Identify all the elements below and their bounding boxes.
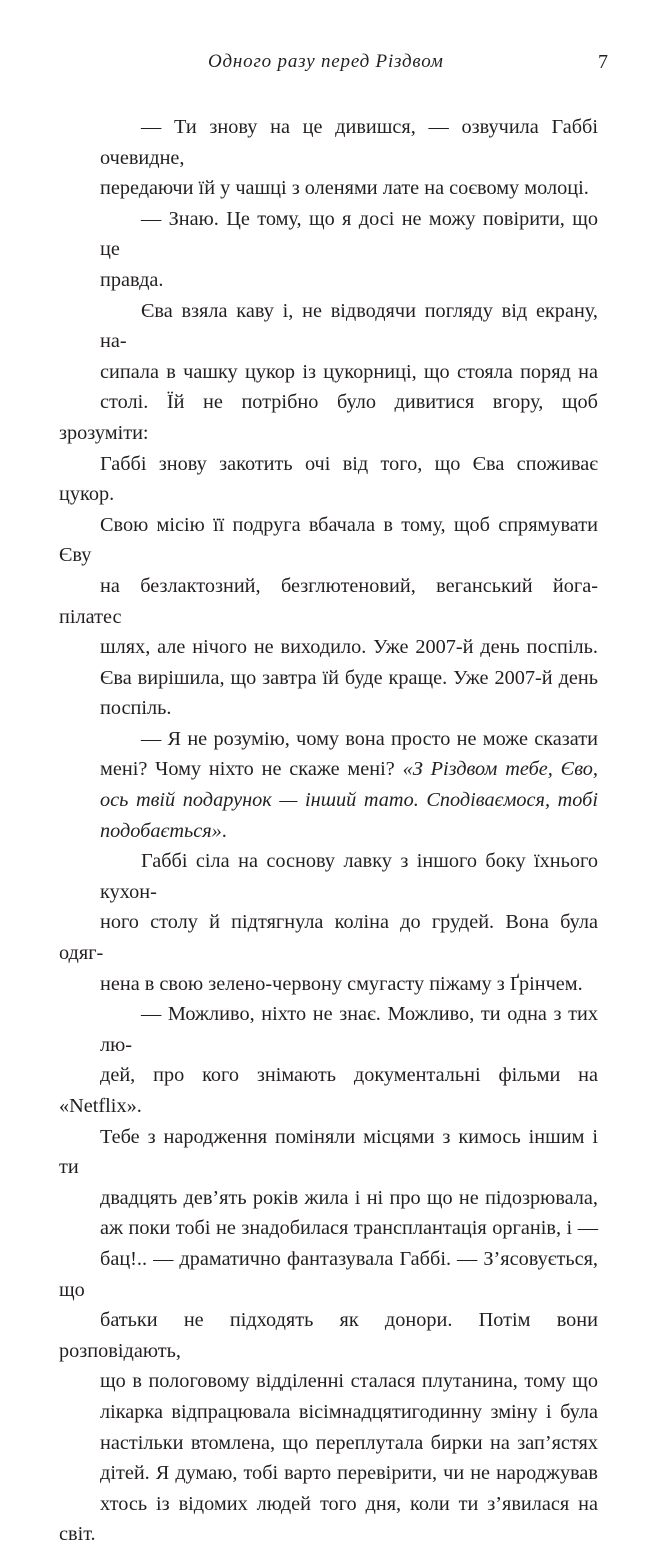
italic-quote: подобається»: [100, 819, 222, 842]
text-line: на безлактозний, безглютеновий, веганський йога-пілатес: [59, 574, 598, 628]
text-line: — Я не розумію, чому вона просто не може сказати: [141, 727, 598, 750]
text-segment: мені? Чому ніхто не скаже мені?: [100, 758, 395, 781]
text-line: Тебе з народження поміняли місцями з кимось іншим і ти: [59, 1125, 598, 1179]
italic-quote: «З Різдвом тебе, Єво,: [402, 758, 598, 781]
text-line: двадцять дев’ять років жила і ні про що не підозрювала,: [100, 1186, 598, 1209]
text-line: лікарка відпрацювала вісімнадцятигодинну зміну і була: [100, 1400, 598, 1423]
body-text: [59, 112, 598, 1550]
text-line: що в пологовому відділенні сталася плутанина, тому що: [100, 1370, 598, 1393]
text-line: Єва вирішила, що завтра їй буде краще. Уже 2007-й день: [100, 666, 598, 689]
text-line: — Можливо, ніхто не знає. Можливо, ти одна з тих лю-: [100, 1003, 598, 1056]
text-line: батьки не підходять як донори. Потім вони розповідають,: [59, 1309, 598, 1362]
text-line: Габбі сіла на соснову лавку з іншого боку їхнього кухон-: [100, 850, 598, 903]
paragraph-4: [59, 724, 598, 846]
text-line: хтось із відомих людей того дня, коли ти з’явилася на світ.: [59, 1492, 598, 1546]
text-line: — Знаю. Це тому, що я досі не можу повірити, що це: [100, 207, 598, 261]
text-line: правда.: [100, 268, 164, 291]
text-line-italic: ось твій подарунок — інший тато. Сподіваємося, тобі: [100, 789, 598, 812]
paragraph-6: [59, 999, 598, 1550]
paragraph-2: [59, 204, 598, 296]
text-line: передаючи їй у чашці з оленями лате на соєвому молоці.: [100, 177, 589, 200]
text-line: бац!.. — драматично фантазувала Габбі. — З’ясовується, що: [59, 1247, 598, 1301]
text-line: дей, про кого знімають документальні фільми на «Netflix».: [59, 1064, 598, 1117]
text-line: сипала в чашку цукор із цукорниці, що стояла поряд на: [100, 360, 598, 383]
text-line: дітей. Я думаю, тобі варто перевірити, чи не народжував: [100, 1462, 598, 1485]
page-number: 7: [598, 51, 608, 73]
text-line: аж поки тобі не знадобилася трансплантація органів, і —: [100, 1217, 598, 1240]
paragraph-5: [59, 846, 598, 999]
text-line: Габбі знову закотить очі від того, що Єва споживає цукор.: [59, 452, 598, 506]
text-line: [59, 754, 598, 785]
paragraph-3: [59, 296, 598, 724]
text-line: Єва взяла каву і, не відводячи погляду від екрану, на-: [100, 299, 598, 353]
running-header: [60, 47, 608, 77]
text-line: настільки втомлена, що переплутала бирки на зап’ястях: [100, 1431, 598, 1454]
text-line: нена в свою зелено-червону смугасту піжаму з Ґрінчем.: [100, 972, 583, 995]
text-line: — Ти знову на це дивишся, — озвучила Габбі очевидне,: [100, 116, 598, 169]
paragraph-1: [59, 112, 598, 204]
text-line: подобається».: [100, 819, 227, 842]
text-line: шлях, але нічого не виходило. Уже 2007-й день поспіль.: [100, 636, 598, 659]
text-line: Свою місію її подруга вбачала в тому, щоб спрямувати Єву: [59, 513, 598, 567]
text-line: поспіль.: [100, 697, 172, 720]
text-line: ного столу й підтягнула коліна до грудей. Вона була одяг-: [59, 911, 598, 965]
text-line: столі. Їй не потрібно було дивитися вгору, щоб зрозуміти:: [59, 391, 598, 444]
running-title: Одного разу перед Різдвом: [208, 51, 444, 72]
